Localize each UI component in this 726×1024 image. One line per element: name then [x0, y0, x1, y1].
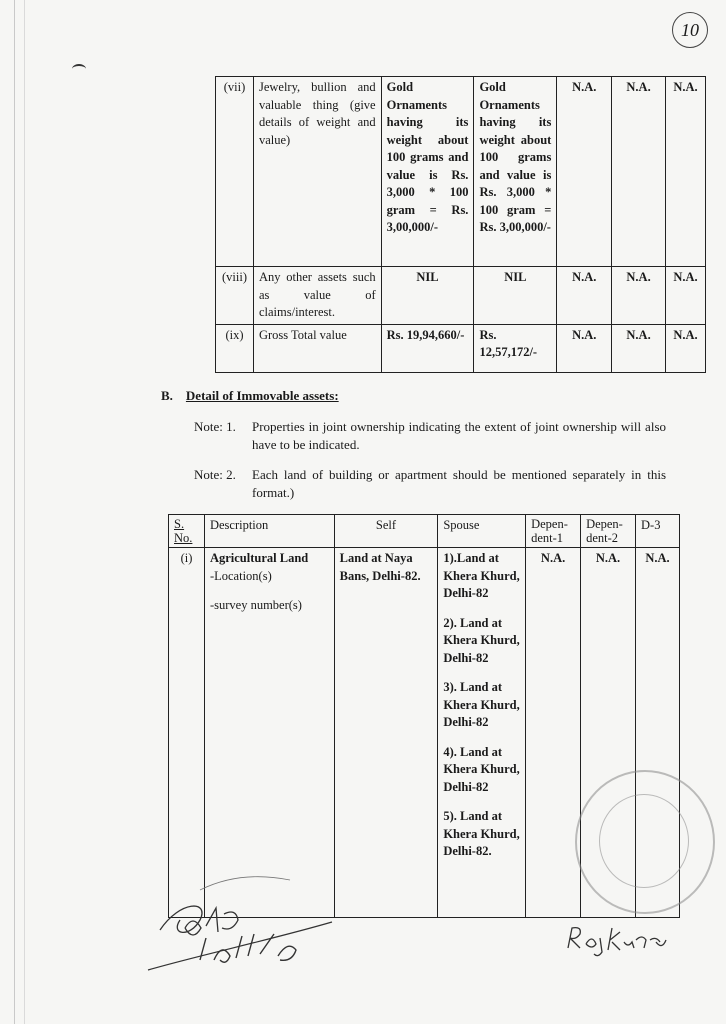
self-value: NIL	[381, 267, 474, 325]
notary-stamp	[575, 770, 715, 914]
dependent-2-value: N.A.	[581, 548, 636, 918]
table-row	[216, 324, 706, 372]
description-survey: -survey number(s)	[209, 598, 302, 612]
binder-margin-line	[24, 0, 25, 1024]
table-row	[216, 267, 706, 325]
spouse-land-item: 5). Land at Khera Khurd, Delhi-82.	[443, 809, 520, 858]
section-title: Detail of Immovable assets:	[185, 388, 339, 403]
dependent-3-value: N.A.	[665, 267, 705, 325]
description-title: Agricultural Land	[209, 551, 309, 565]
handwritten-signature	[560, 918, 670, 958]
note-label: Note: 2.	[194, 467, 236, 482]
punch-mark	[72, 64, 86, 74]
dependent-3-value: N.A.	[665, 77, 705, 267]
header-self: Self	[334, 515, 438, 548]
spouse-land-item: 1).Land at Khera Khurd, Delhi-82	[443, 551, 520, 600]
page-number: 10	[672, 12, 708, 48]
binder-margin-line	[14, 0, 15, 1024]
row-description: Jewelry, bullion and valuable thing (give details of weight and value)	[253, 77, 381, 267]
header-description: Description	[204, 515, 334, 548]
spouse-land-item: 3). Land at Khera Khurd, Delhi-82	[443, 680, 520, 729]
header-serial-no: S. No.	[169, 515, 205, 548]
row-description: Gross Total value	[253, 324, 381, 372]
spouse-value: NIL	[474, 267, 557, 325]
dependent-1-value: N.A.	[557, 267, 612, 325]
section-label: B.	[161, 388, 173, 403]
row-number: (viii)	[216, 267, 254, 325]
spouse-value: Gold Ornaments having its weight about 100 grams and value is Rs. 3,000 * 100 gram = Rs. 3,00,000/-	[474, 77, 557, 267]
notary-stamp-inner-ring	[599, 794, 689, 888]
note-2	[194, 466, 668, 504]
header-dependent-3: D-3	[636, 515, 680, 548]
dependent-1-value: N.A.	[557, 324, 612, 372]
dependent-2-value: N.A.	[612, 324, 666, 372]
dependent-2-value: N.A.	[612, 267, 666, 325]
note-text: Each land of building or apartment should be mentioned separately in this format.)	[252, 467, 666, 500]
dependent-3-value: N.A.	[665, 324, 705, 372]
spouse-value	[438, 548, 526, 918]
table-header-row	[169, 515, 680, 548]
header-spouse: Spouse	[438, 515, 526, 548]
header-dependent-1: Depen-dent-1	[526, 515, 581, 548]
header-dependent-2: Depen-dent-2	[581, 515, 636, 548]
handwritten-signature-date	[140, 860, 340, 985]
self-value: Land at Naya Bans, Delhi-82.	[334, 548, 438, 918]
note-text: Properties in joint ownership indicating the extent of joint ownership will also have to be indicated.	[252, 419, 666, 452]
self-value: Gold Ornaments having its weight about 100 grams and value is Rs. 3,000 * 100 gram = Rs. 3,00,000/-	[381, 77, 474, 267]
dependent-2-value: N.A.	[612, 77, 666, 267]
row-number: (ix)	[216, 324, 254, 372]
movable-assets-table	[215, 76, 706, 373]
note-label: Note: 1.	[194, 419, 236, 434]
self-value: Rs. 19,94,660/-	[381, 324, 474, 372]
spouse-value: Rs. 12,57,172/-	[474, 324, 557, 372]
row-description: Any other assets such as value of claims/interest.	[253, 267, 381, 325]
table-row	[216, 77, 706, 267]
section-heading	[161, 388, 339, 404]
row-number: (vii)	[216, 77, 254, 267]
note-1	[194, 418, 668, 456]
dependent-3-value: N.A.	[636, 548, 680, 918]
row-number: (i)	[169, 548, 205, 918]
description-location: -Location(s)	[209, 568, 272, 583]
dependent-1-value: N.A.	[557, 77, 612, 267]
spouse-land-item: 4). Land at Khera Khurd, Delhi-82	[443, 744, 520, 794]
spouse-land-item: 2). Land at Khera Khurd, Delhi-82	[443, 615, 520, 665]
dependent-1-value: N.A.	[526, 548, 581, 918]
